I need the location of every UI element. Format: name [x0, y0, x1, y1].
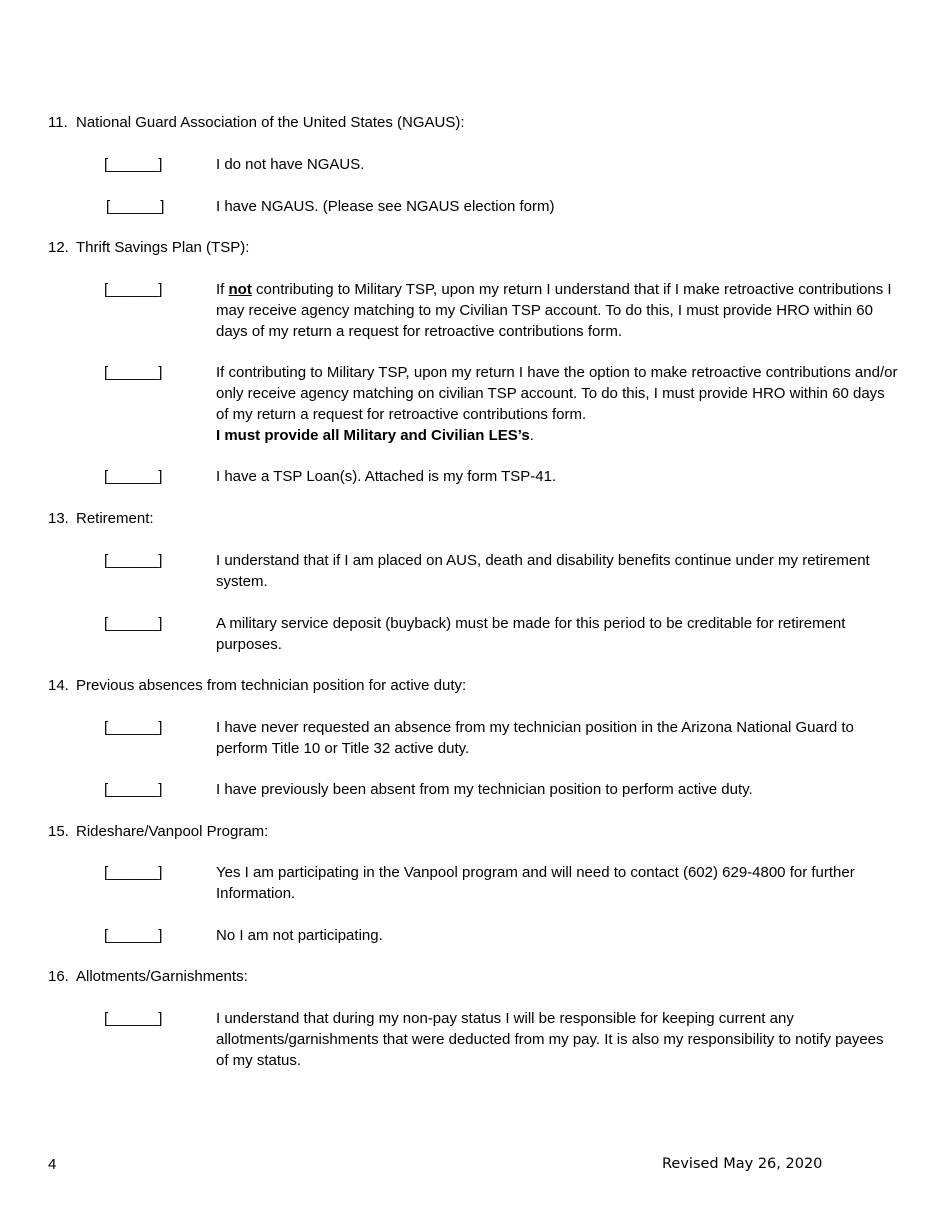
option-text-part: If [216, 281, 229, 298]
option-text: I understand that during my non-pay status I will be responsible for keeping current any allotments/garnishments that were deducted from my pay. It is also my responsibility to notify payees of my status. [216, 1010, 884, 1069]
section-14-heading [48, 675, 466, 696]
checkbox-blank[interactable]: [______] [104, 552, 163, 569]
emphasis-not: not [228, 281, 252, 298]
option-text [216, 279, 898, 342]
checkbox-blank[interactable]: [______] [104, 1010, 163, 1027]
checkbox-blank[interactable]: [______] [104, 864, 163, 881]
section-title: Retirement: [76, 510, 154, 527]
section-title: Thrift Savings Plan (TSP): [76, 239, 250, 256]
section-title: Previous absences from technician position for active duty: [76, 677, 467, 694]
option-text [216, 362, 898, 446]
option-text: I have a TSP Loan(s). Attached is my form TSP-41. [216, 468, 557, 485]
section-number: 15. [48, 823, 69, 840]
section-12-heading [48, 237, 249, 258]
option-text: I understand that if I am placed on AUS, death and disability benefits continue under my retirement system. [216, 552, 870, 590]
checkbox-blank[interactable]: [______] [104, 281, 163, 298]
checkbox-blank[interactable]: [______] [104, 468, 163, 485]
option-text-part: If contributing to Military TSP, upon my return I have the option to make retroactive contributions and/or only receive agency matching on civilian TSP account. To do this, I must provide HRO within 60 days of my return a request for retroactive contributions form. [216, 364, 898, 423]
section-15-heading [48, 821, 268, 842]
option-text: I have previously been absent from my technician position to perform active duty. [216, 781, 753, 798]
section-13-heading [48, 508, 154, 529]
option-text: I do not have NGAUS. [216, 156, 365, 173]
bold-note: I must provide all Military and Civilian LES’s [216, 427, 530, 444]
section-title: Allotments/Garnishments: [76, 968, 248, 985]
checkbox-blank[interactable]: [______] [104, 927, 163, 944]
checkbox-blank[interactable]: [______] [104, 781, 163, 798]
option-text: I have NGAUS. (Please see NGAUS election form) [216, 198, 555, 215]
checkbox-blank[interactable]: [______] [104, 364, 163, 381]
option-text: I have never requested an absence from my technician position in the Arizona National Guard to perform Title 10 or Title 32 active duty. [216, 719, 854, 757]
checkbox-blank[interactable]: [______] [104, 156, 163, 173]
checkbox-blank[interactable]: [______] [104, 615, 163, 632]
checkbox-blank[interactable]: [______] [106, 198, 165, 215]
option-text: Yes I am participating in the Vanpool program and will need to contact (602) 629-4800 for further Information. [216, 864, 855, 902]
page-number: 4 [48, 1156, 57, 1173]
section-number: 16. [48, 968, 69, 985]
option-text-part: . [529, 427, 534, 444]
section-number: 12. [48, 239, 69, 256]
section-number: 11. [48, 114, 68, 131]
section-16-heading [48, 966, 248, 987]
option-text: No I am not participating. [216, 927, 383, 944]
section-title: Rideshare/Vanpool Program: [76, 823, 269, 840]
checkbox-blank[interactable]: [______] [104, 719, 163, 736]
section-number: 14. [48, 677, 69, 694]
option-text: A military service deposit (buyback) must be made for this period to be creditable for retirement purposes. [216, 615, 846, 653]
option-text-part: contributing to Military TSP, upon my return I understand that if I make retroactive contributions I may receive agency matching to my Civilian TSP account. To do this, I must provide HRO within 60 days of my return a request for retroactive contributions form. [216, 281, 892, 340]
revision-date: Revised May 26, 2020 [662, 1156, 823, 1172]
section-title: National Guard Association of the United States (NGAUS): [76, 114, 465, 131]
section-11-heading [48, 112, 465, 133]
section-number: 13. [48, 510, 69, 527]
